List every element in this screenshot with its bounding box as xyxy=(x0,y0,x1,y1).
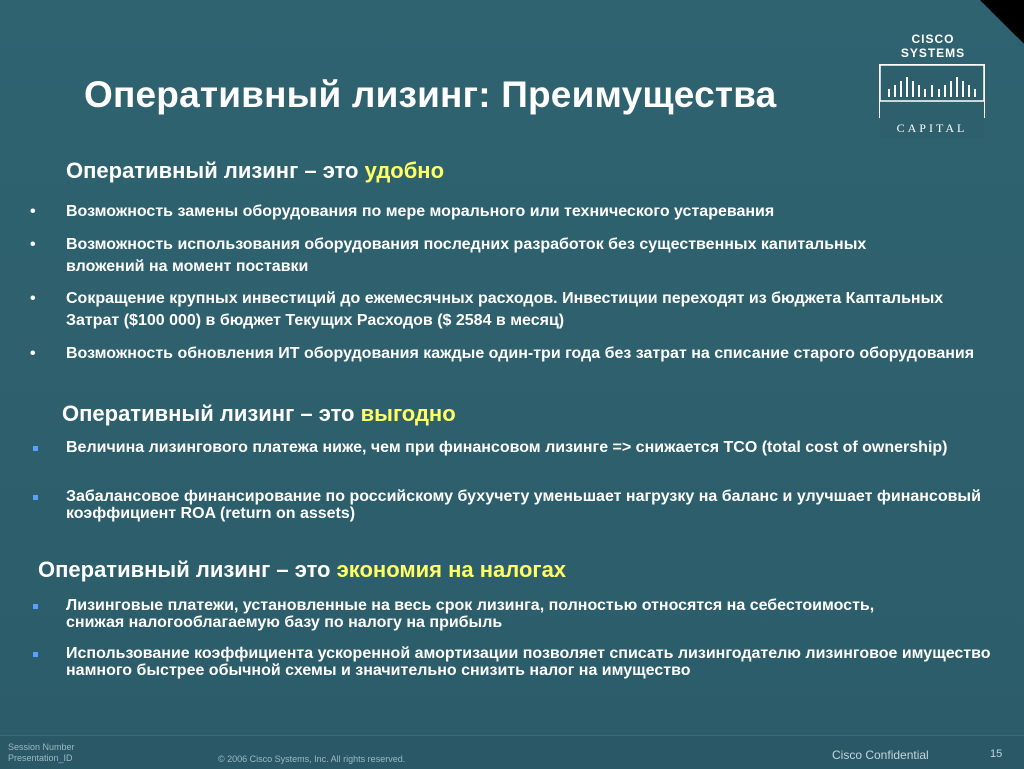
bullet-text: Возможность использования оборудования последних разработок без существенных капитальных вложений на момент поставки xyxy=(66,236,867,275)
bullet-dot-icon xyxy=(30,234,50,256)
bullet-square-icon xyxy=(30,597,50,609)
section-heading-highlight: удобно xyxy=(364,158,445,183)
bullet-text: Сокращение крупных инвестиций до ежемесячных расходов. Инвестиции переходят из бюджета Каптальных Затрат ($100 000) в бюджет Текущих Расходов ($ 2584 в месяц) xyxy=(66,290,944,329)
logo-top-text: CISCO SYSTEMS xyxy=(900,32,966,60)
logo-bottom-text: CAPITAL xyxy=(880,117,984,139)
bullet-text: Возможность замены оборудования по мере морального или технического устаревания xyxy=(66,203,775,220)
section-heading-prefix: Оперативный лизинг – это xyxy=(38,557,337,582)
session-number: Session Number xyxy=(8,742,75,752)
bullet-square-icon xyxy=(30,439,50,451)
slide-footer xyxy=(0,735,1024,769)
section-heading-taxes xyxy=(38,557,566,583)
copyright: © 2006 Cisco Systems, Inc. All rights reserved. xyxy=(218,754,406,764)
section-heading-prefix: Оперативный лизинг – это xyxy=(62,401,361,426)
presentation-id: Presentation_ID xyxy=(8,753,73,763)
list-item xyxy=(30,597,990,631)
cisco-capital-logo xyxy=(879,32,987,135)
list-item xyxy=(30,645,990,679)
section-heading-prefix: Оперативный лизинг – это xyxy=(66,158,365,183)
bullet-square-icon xyxy=(30,645,50,657)
page-number: 15 xyxy=(990,748,1003,760)
list-item xyxy=(30,234,990,278)
list-item xyxy=(30,488,990,522)
cisco-bridge-logo-icon xyxy=(880,65,984,117)
section-heading-convenient xyxy=(66,158,444,184)
bullet-text: Использование коэффициента ускоренной амортизации позволяет списать лизингодателю лизинговое имущество намного быстрее обычной схемы и значительно снизить налог на имущество xyxy=(66,645,991,679)
bullet-text: Возможность обновления ИТ оборудования каждые один-три года без затрат на списание старого оборудования xyxy=(66,345,975,362)
session-info xyxy=(8,742,75,764)
bullet-dot-icon xyxy=(30,201,50,223)
bullet-text: Лизинговые платежи, установленные на весь срок лизинга, полностью относятся на себестоимость, снижая налогооблагаемую базу по налогу на прибыль xyxy=(66,597,875,631)
list-item xyxy=(30,288,990,332)
bullet-dot-icon xyxy=(30,288,50,310)
list-item xyxy=(30,201,990,223)
bullet-square-icon xyxy=(30,488,50,500)
list-item xyxy=(30,439,990,456)
section-heading-profitable xyxy=(62,401,456,427)
logo-box xyxy=(879,64,985,135)
bullet-text: Забалансовое финансирование по российскому бухучету уменьшает нагрузку на баланс и улучшает финансовый коэффициент ROA (return on assets) xyxy=(66,488,981,522)
section-heading-highlight: выгодно xyxy=(360,401,456,426)
bullet-text: Величина лизингового платежа ниже, чем при финансовом лизинге => снижается TCO (total cost of ownership) xyxy=(66,439,948,456)
slide-title: Оперативный лизинг: Преимущества xyxy=(84,74,777,115)
section-heading-highlight: экономия на налогах xyxy=(336,557,567,582)
bullet-dot-icon xyxy=(30,343,50,365)
list-item xyxy=(30,343,990,365)
confidential-label: Cisco Confidential xyxy=(832,748,929,762)
